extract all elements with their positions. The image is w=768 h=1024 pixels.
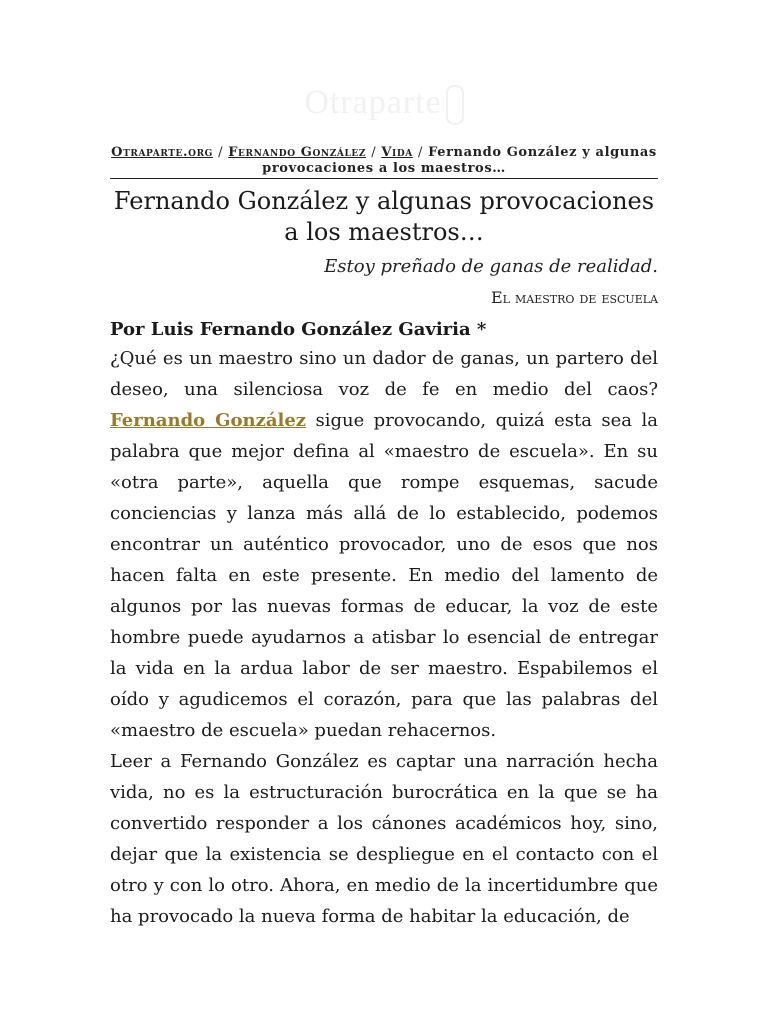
breadcrumb-separator: / [218, 145, 224, 160]
breadcrumb-link-section[interactable]: Vida [381, 145, 413, 160]
epigraph-source: El maestro de escuela [490, 288, 658, 307]
breadcrumb-separator: / [371, 145, 377, 160]
paragraph-text: ¿Qué es un maestro sino un dador de ganas, un partero del deseo, una silenciosa voz de fe en medio del caos? [110, 348, 658, 400]
breadcrumb-separator: / [417, 145, 423, 160]
paragraph-text: sigue provocando, quizá esta sea la palabra que mejor defina al «maestro de escuela». En su «otra parte», aquella que rompe esquemas, sacude conciencias y lanza más allá de lo establecido, podemos encontrar un auténtico provocador, uno de esos que nos hacen falta en este presente. En medio del lamento de algunos por las nuevas formas de educar, la voz de este hombre puede ayudarnos a atisbar lo esencial de entregar la vida en la ardua labor de ser maestro. Espabilemos el oído y agudicemos el corazón, para que las palabras del «maestro de escuela» puedan rehacernos. [110, 410, 658, 741]
breadcrumb-link-author[interactable]: Fernando González [228, 145, 367, 160]
breadcrumb-link-site[interactable]: Otraparte.org [111, 145, 213, 160]
article-body [110, 343, 658, 932]
breadcrumb [110, 145, 658, 179]
article-byline: Por Luis Fernando González Gaviria * [110, 319, 487, 340]
article-title: Fernando González y algunas provocaciones a los maestros… [113, 187, 655, 246]
article-paragraph: Leer a Fernando González es captar una narración hecha vida, no es la estructuración burocrática en la que se ha convertido responder a los cánones académicos hoy, sino, dejar que la existencia se despliegue en el contacto con el otro y con lo otro. Ahora, en medio de la incertidumbre que ha provocado la nueva forma de habitar la educación, de [110, 751, 658, 927]
breadcrumb-current: Fernando González y algunas provocaciones a los maestros… [262, 145, 657, 176]
article-paragraph [110, 343, 658, 746]
logo-mark-icon [446, 85, 464, 125]
logo-text: Otraparte [304, 84, 442, 121]
author-link[interactable]: Fernando González [110, 410, 307, 431]
epigraph-quote: Estoy preñado de ganas de realidad. [324, 256, 658, 277]
site-logo[interactable] [0, 84, 768, 125]
